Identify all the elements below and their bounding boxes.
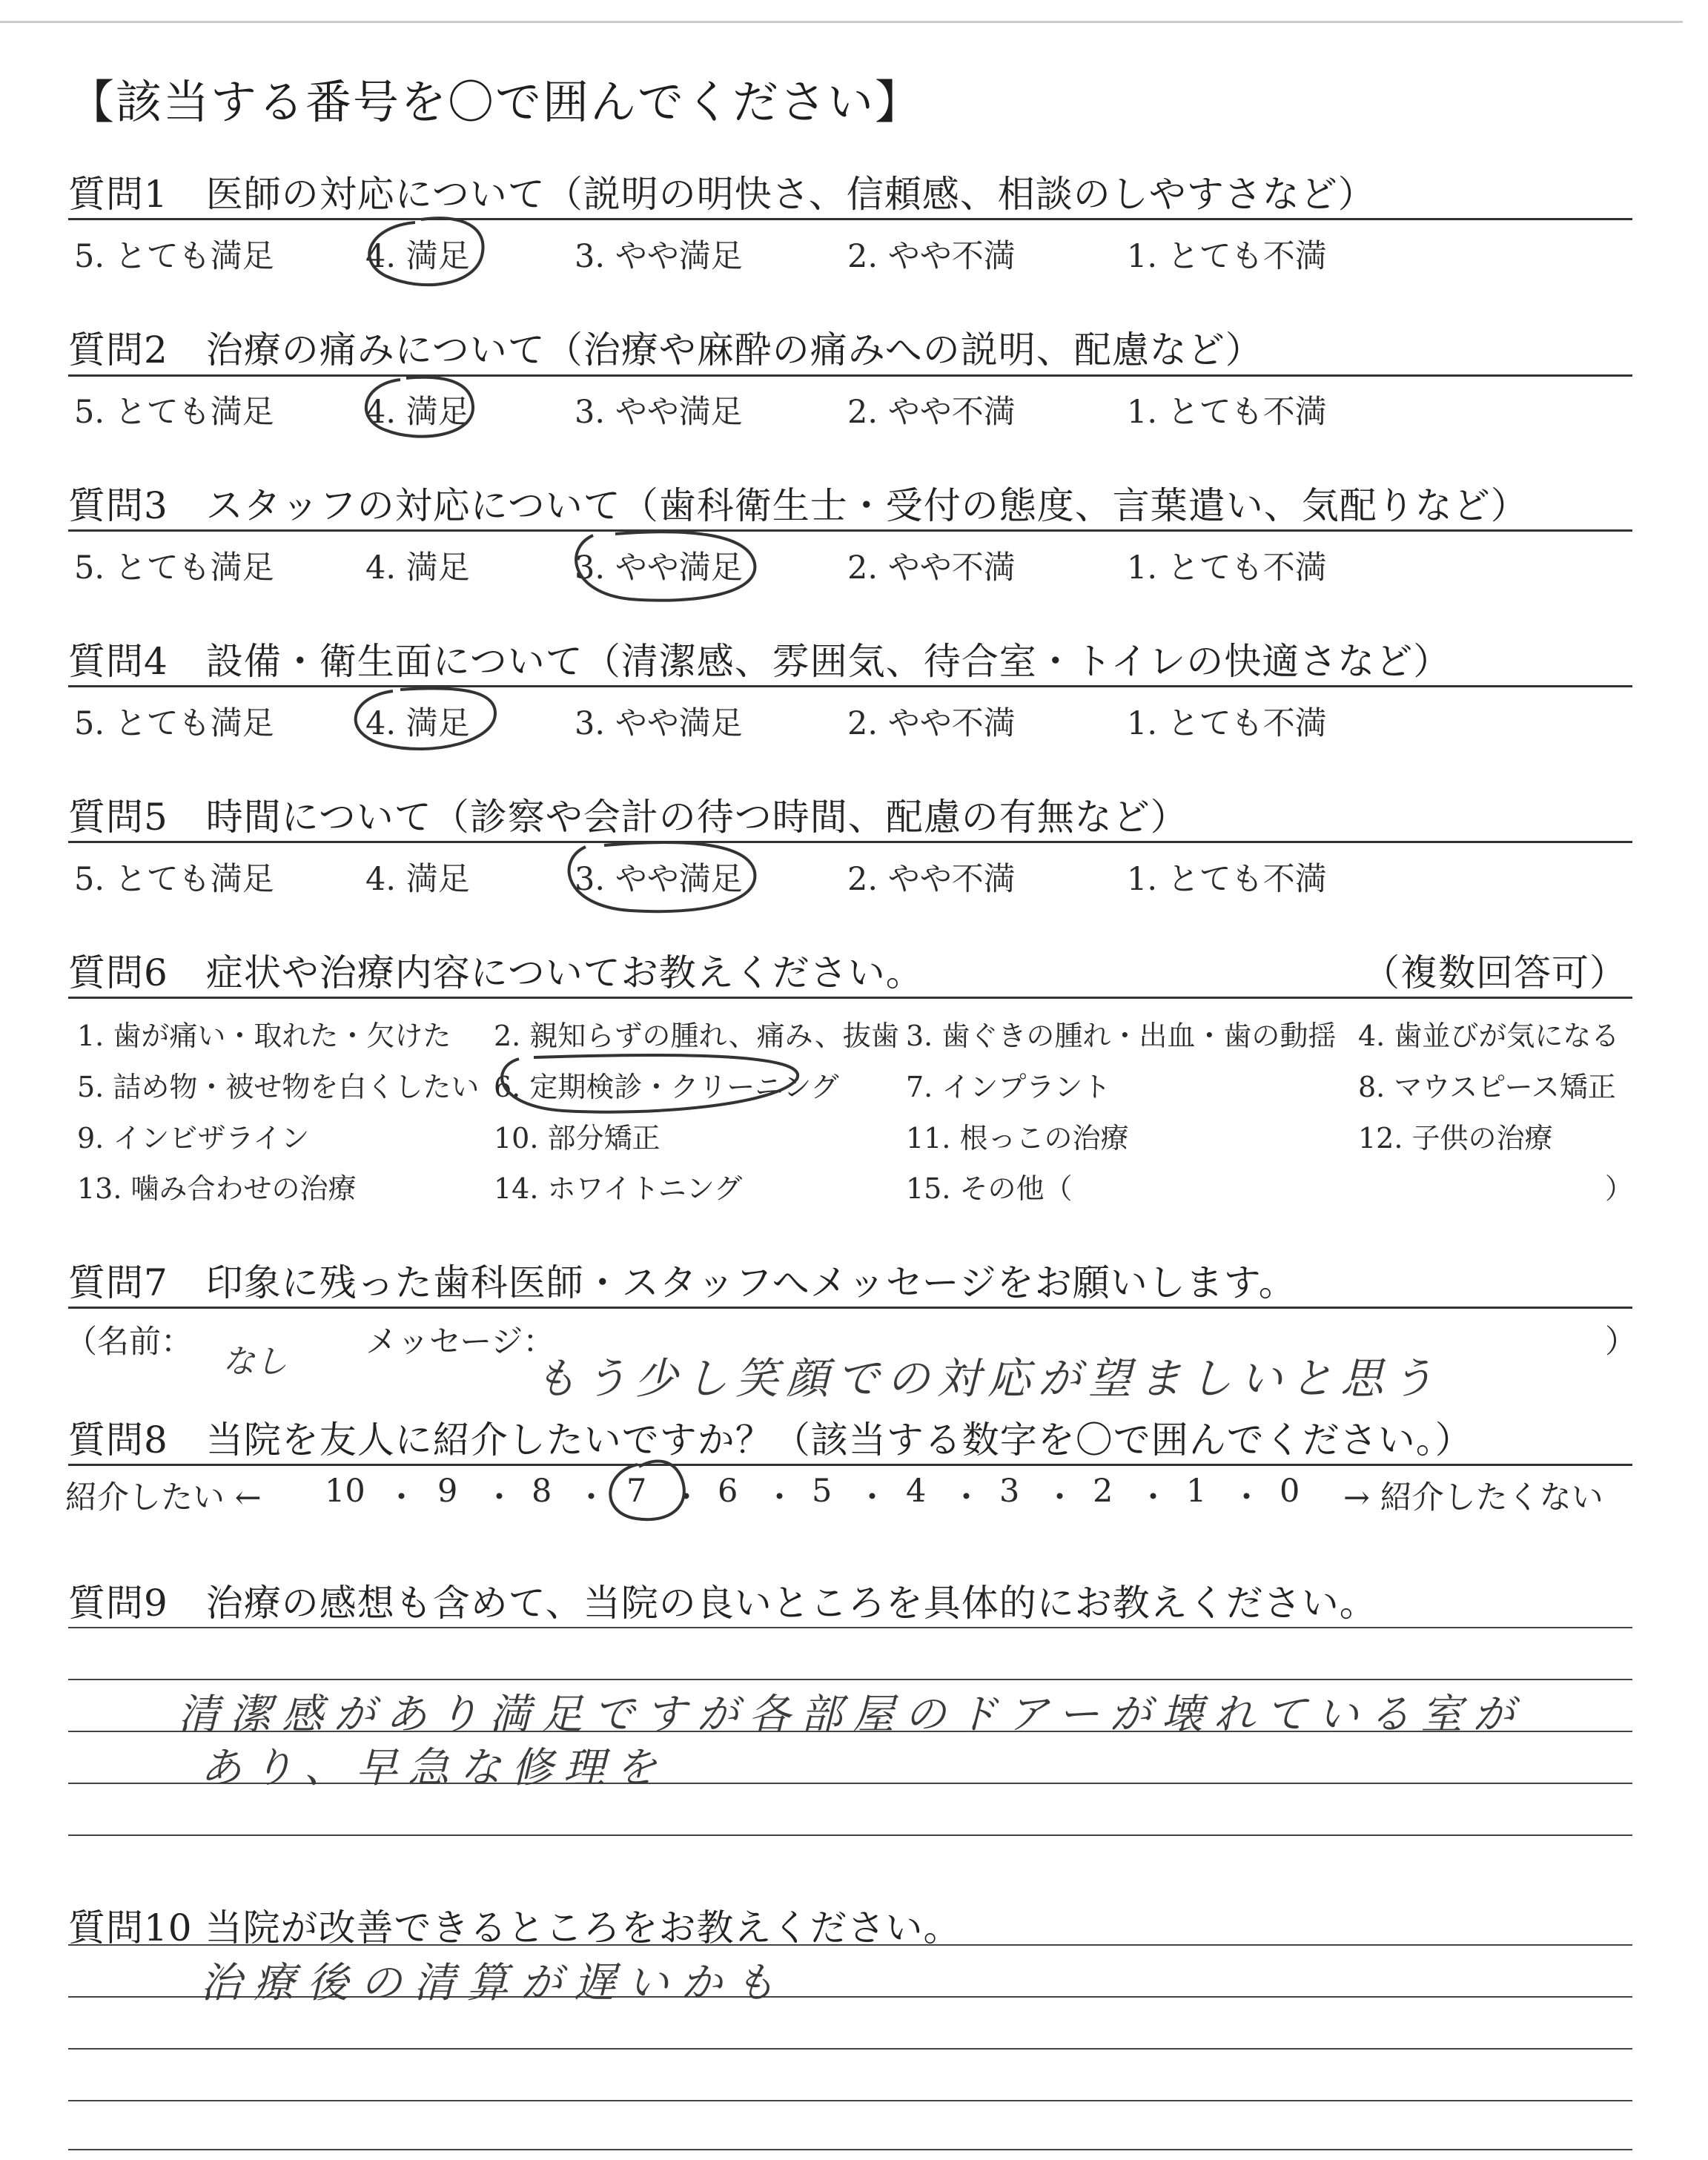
q3-option-5[interactable]: 5. とても満足 [74, 549, 274, 587]
q8-right-label: → 紹介したくない [1343, 1479, 1603, 1516]
q8-left-label: 紹介したい ← [65, 1479, 262, 1516]
q8-dot: ・ [483, 1479, 515, 1516]
q3-option-1[interactable]: 1. とても不満 [1127, 549, 1327, 587]
q1-option-1[interactable]: 1. とても不満 [1127, 238, 1327, 275]
q1-option-2[interactable]: 2. やや不満 [847, 238, 1016, 275]
q8-dot: ・ [764, 1479, 795, 1516]
q5-option-1[interactable]: 1. とても不満 [1127, 861, 1327, 898]
question-5-rule [68, 841, 1632, 843]
q1-option-4[interactable]: 4. 満足 [365, 238, 470, 275]
q6-item-3[interactable]: 3. 歯ぐきの腫れ・出血・歯の動揺 [906, 1020, 1337, 1052]
q4-option-5[interactable]: 5. とても満足 [74, 705, 274, 742]
q4-option-4[interactable]: 4. 満足 [365, 705, 470, 742]
q10-write-line [68, 2100, 1632, 2101]
q1-option-3[interactable]: 3. やや満足 [575, 238, 743, 275]
q8-scale-0[interactable]: 0 [1280, 1473, 1300, 1510]
q6-item-5[interactable]: 5. 詰め物・被せ物を白くしたい [77, 1071, 480, 1103]
q9-answer-line-1[interactable]: 清潔感があり満足ですが各部屋のドアーが壊れている室が [178, 1691, 1525, 1739]
q7-name-handwritten[interactable]: なし [222, 1343, 288, 1381]
question-6-rule [68, 997, 1632, 999]
q8-scale-2[interactable]: 2 [1093, 1473, 1113, 1510]
q7-message-handwritten[interactable]: もう少し笑顔での対応が望ましいと思う [534, 1353, 1442, 1404]
question-2-title: 質問2 治療の痛みについて（治療や麻酔の痛みへの説明、配慮など） [68, 328, 1263, 371]
q10-answer-line-1[interactable]: 治療後の清算が遅いかも [200, 1959, 787, 2007]
q6-item-1[interactable]: 1. 歯が痛い・取れた・欠けた [77, 1020, 451, 1052]
q5-option-5[interactable]: 5. とても満足 [74, 861, 274, 898]
question-9-title: 質問9 治療の感想も含めて、当院の良いところを具体的にお教えください。 [68, 1582, 1377, 1625]
q8-dot: ・ [1137, 1479, 1169, 1516]
q8-dot: ・ [575, 1479, 607, 1516]
q6-other-close-paren: ） [1605, 1172, 1634, 1205]
question-6-title: 質問6 症状や治療内容についてお教えください。 [68, 951, 924, 994]
q5-option-2[interactable]: 2. やや不満 [847, 861, 1016, 898]
q8-scale-5[interactable]: 5 [812, 1473, 833, 1510]
q8-scale-10[interactable]: 10 [325, 1473, 365, 1510]
q1-option-5[interactable]: 5. とても満足 [74, 238, 274, 275]
q8-scale-1[interactable]: 1 [1186, 1473, 1207, 1510]
question-1-title: 質問1 医師の対応について（説明の明快さ、信頼感、相談のしやすさなど） [68, 173, 1376, 216]
q10-write-line [68, 1944, 1632, 1946]
q6-item-14[interactable]: 14. ホワイトニング [494, 1172, 743, 1205]
q6-item-7[interactable]: 7. インプラント [906, 1071, 1111, 1103]
q8-scale-8[interactable]: 8 [532, 1473, 552, 1510]
q10-write-line [68, 2149, 1632, 2150]
question-4-rule [68, 685, 1632, 687]
q2-option-3[interactable]: 3. やや満足 [575, 394, 743, 431]
q8-dot: ・ [1231, 1479, 1262, 1516]
q9-write-line [68, 1834, 1632, 1836]
question-10-title: 質問10 当院が改善できるところをお教えください。 [68, 1906, 961, 1949]
q2-option-5[interactable]: 5. とても満足 [74, 394, 274, 431]
q7-name-label: （名前： [65, 1324, 193, 1361]
q6-item-15[interactable]: 15. その他（ [906, 1172, 1073, 1205]
q6-item-2[interactable]: 2. 親知らずの腫れ、痛み、抜歯 [494, 1020, 899, 1052]
q9-write-line [68, 1627, 1632, 1628]
q3-option-3[interactable]: 3. やや満足 [575, 549, 743, 587]
q6-item-12[interactable]: 12. 子供の治療 [1358, 1122, 1553, 1155]
q8-dot: ・ [670, 1479, 702, 1516]
q5-option-4[interactable]: 4. 満足 [365, 861, 470, 898]
q6-item-6[interactable]: 6. 定期検診・クリーニング [494, 1071, 839, 1103]
question-4-title: 質問4 設備・衛生面について（清潔感、雰囲気、待合室・トイレの快適さなど） [68, 640, 1452, 683]
q8-scale-7[interactable]: 7 [626, 1473, 647, 1510]
q2-option-2[interactable]: 2. やや不満 [847, 394, 1016, 431]
q5-option-3[interactable]: 3. やや満足 [575, 861, 743, 898]
question-3-title: 質問3 スタッフの対応について（歯科衛生士・受付の態度、言葉遣い、気配りなど） [68, 484, 1529, 527]
q4-option-2[interactable]: 2. やや不満 [847, 705, 1016, 742]
q9-write-line [68, 1679, 1632, 1680]
q8-dot: ・ [950, 1479, 982, 1516]
q3-option-2[interactable]: 2. やや不満 [847, 549, 1016, 587]
q4-option-1[interactable]: 1. とても不満 [1127, 705, 1327, 742]
q6-item-9[interactable]: 9. インビザライン [77, 1122, 310, 1155]
question-6-note: （複数回答可） [1363, 951, 1627, 994]
question-7-rule [68, 1307, 1632, 1309]
q9-answer-line-2[interactable]: あり、早急な修理を [200, 1744, 667, 1792]
q8-scale-9[interactable]: 9 [437, 1473, 458, 1510]
question-2-rule [68, 374, 1632, 377]
form-instruction: 【該当する番号を〇で囲んでください】 [68, 75, 923, 129]
q4-option-3[interactable]: 3. やや満足 [575, 705, 743, 742]
q6-item-8[interactable]: 8. マウスピース矯正 [1358, 1071, 1616, 1103]
q7-message-label: メッセージ： [365, 1324, 555, 1361]
q6-item-11[interactable]: 11. 根っこの治療 [906, 1122, 1129, 1155]
q7-close-paren: ） [1605, 1324, 1637, 1361]
question-3-rule [68, 529, 1632, 532]
question-5-title: 質問5 時間について（診察や会計の待つ時間、配慮の有無など） [68, 796, 1188, 839]
q10-write-line [68, 2048, 1632, 2050]
question-8-rule [68, 1464, 1632, 1466]
q8-dot: ・ [385, 1479, 417, 1516]
q8-scale-4[interactable]: 4 [906, 1473, 927, 1510]
q8-dot: ・ [1044, 1479, 1076, 1516]
q2-option-1[interactable]: 1. とても不満 [1127, 394, 1327, 431]
q2-option-4[interactable]: 4. 満足 [365, 394, 470, 431]
q6-item-13[interactable]: 13. 噛み合わせの治療 [77, 1172, 357, 1205]
scan-top-edge [0, 0, 1683, 23]
question-8-title: 質問8 当院を友人に紹介したいですか？（該当する数字を〇で囲んでください。） [68, 1418, 1473, 1462]
question-7-title: 質問7 印象に残った歯科医師・スタッフへメッセージをお願いします。 [68, 1261, 1297, 1304]
q8-dot: ・ [856, 1479, 888, 1516]
question-1-rule [68, 218, 1632, 220]
q8-scale-6[interactable]: 6 [718, 1473, 738, 1510]
q6-item-10[interactable]: 10. 部分矯正 [494, 1122, 661, 1155]
q3-option-4[interactable]: 4. 満足 [365, 549, 470, 587]
q8-scale-3[interactable]: 3 [999, 1473, 1020, 1510]
q6-item-4[interactable]: 4. 歯並びが気になる [1358, 1020, 1620, 1052]
